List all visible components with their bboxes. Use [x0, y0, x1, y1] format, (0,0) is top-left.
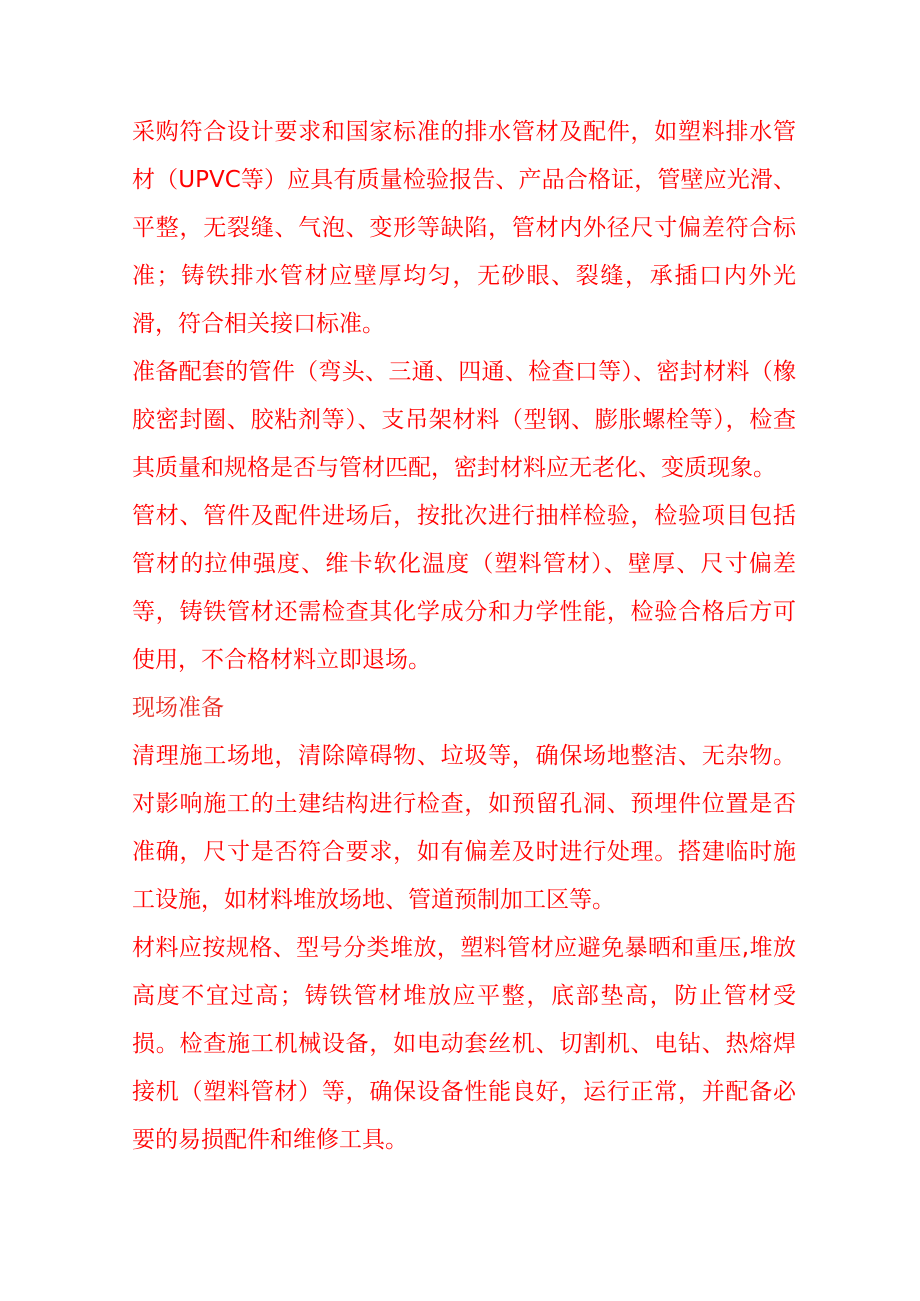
paragraph-site-clearing: 清理施工场地，清除障碍物、垃圾等，确保场地整洁、无杂物。对影响施工的土建结构进行检查，如预留孔洞、预埋件位置是否准确，尺寸是否符合要求，如有偏差及时进行处理。搭建临时施工设施，如材料堆放场地、管道预制加工区等。 [132, 743, 796, 913]
document-body [132, 108, 796, 1164]
paragraph-material-procurement: 采购符合设计要求和国家标准的排水管材及配件，如塑料排水管材（UPVC等）应具有质量检验报告、产品合格证，管壁应光滑、平整，无裂缝、气泡、变形等缺陷，管材内外径尺寸偏差符合标准；铸铁排水管材应壁厚均匀，无砂眼、裂缝，承插口内外光滑，符合相关接口标准。 [132, 119, 796, 337]
paragraph-fittings-preparation: 准备配套的管件（弯头、三通、四通、检查口等）、密封材料（橡胶密封圈、胶粘剂等）、支吊架材料（型钢、膨胀螺栓等），检查其质量和规格是否与管材匹配，密封材料应无老化、变质现象。 [132, 359, 796, 481]
paragraph-incoming-inspection: 管材、管件及配件进场后，按批次进行抽样检验，检验项目包括管材的拉伸强度、维卡软化温度（塑料管材）、壁厚、尺寸偏差等，铸铁管材还需检查其化学成分和力学性能，检验合格后方可使用，不合格材料立即退场。 [132, 503, 796, 673]
paragraph-material-storage-equipment: 材料应按规格、型号分类堆放，塑料管材应避免暴晒和重压,堆放高度不宜过高；铸铁管材堆放应平整，底部垫高，防止管材受损。检查施工机械设备，如电动套丝机、切割机、电钻、热熔焊接机（塑料管材）等，确保设备性能良好，运行正常，并配备必要的易损配件和维修工具。 [132, 935, 796, 1153]
section-heading-site-preparation: 现场准备 [132, 695, 224, 721]
